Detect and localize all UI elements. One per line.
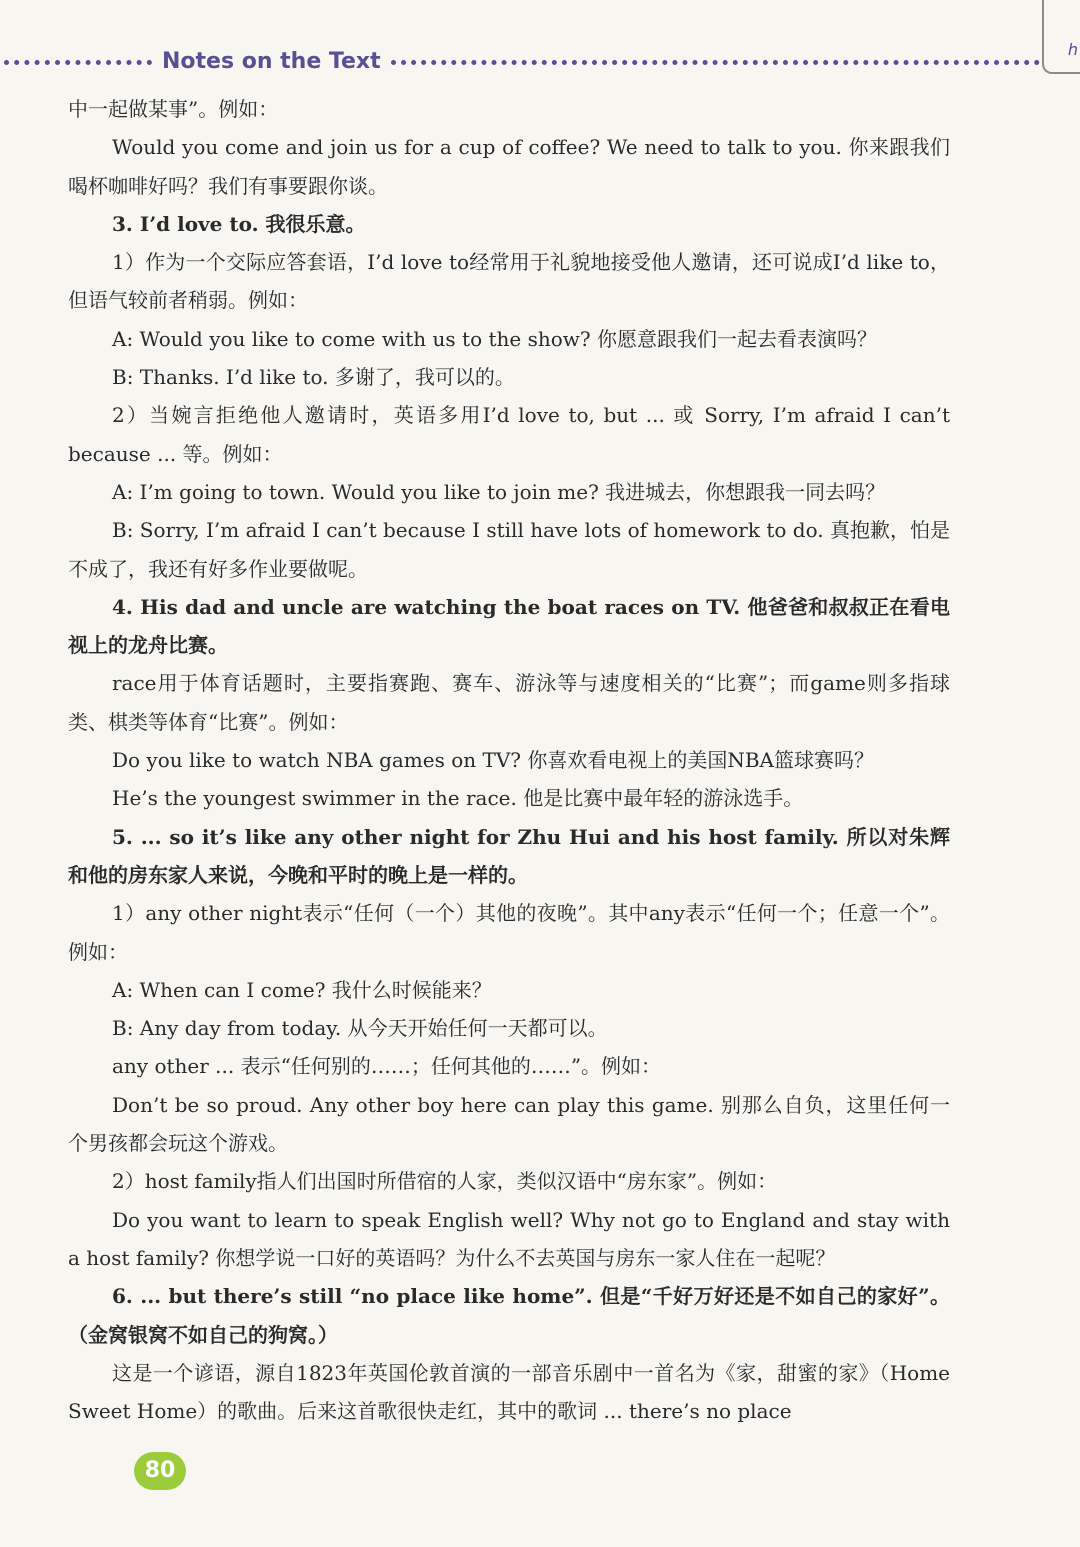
- example-line: B: Any day from today. 从今天开始任何一天都可以。: [112, 1016, 608, 1041]
- note-heading: 5. ... so it’s like any other night for Zhu Hui and his host family. 所以对朱辉和他的房东家人来说，今晚和平时的晚上是一样的。: [68, 824, 950, 887]
- note-heading: 4. His dad and uncle are watching the boat races on TV. 他爸爸和叔叔正在看电视上的龙舟比赛。: [68, 594, 950, 658]
- example-line: He’s the youngest swimmer in the race. 他是比赛中最年轻的游泳选手。: [112, 786, 804, 811]
- example-line: B: Thanks. I’d like to. 多谢了，我可以的。: [112, 365, 515, 390]
- section-header: [0, 46, 1060, 76]
- text-line: 这是一个谚语，源自1823年英国伦敦首演的一部音乐剧中一首名为《家，甜蜜的家》（Home Sweet Home）的歌曲。后来这首歌很快走红，其中的歌词 ... there’s no place: [68, 1360, 950, 1424]
- text-line: 1）作为一个交际应答套语，I’d love to经常用于礼貌地接受他人邀请，还可说成I’d like to，但语气较前者稍弱。例如：: [68, 250, 950, 313]
- text-line: 1）any other night表示“任何（一个）其他的夜晚”。其中any表示“任何一个；任意一个”。例如：: [68, 901, 950, 964]
- example-line: Would you come and join us for a cup of coffee? We need to talk to you. 你来跟我们喝杯咖啡好吗？我们有事要跟你谈。: [68, 135, 950, 198]
- example-line: A: When can I come? 我什么时候能来？: [112, 977, 492, 1002]
- page-number-badge: 80: [134, 1452, 186, 1490]
- text-line: any other ... 表示“任何别的……；任何其他的……”。例如：: [112, 1054, 662, 1079]
- example-line: Do you like to watch NBA games on TV? 你喜欢看电视上的美国NBA篮球赛吗？: [112, 748, 875, 773]
- text-line: race用于体育话题时，主要指赛跑、赛车、游泳等与速度相关的“比赛”；而game则多指球类、棋类等体育“比赛”。例如：: [68, 671, 950, 734]
- example-line: B: Sorry, I’m afraid I can’t because I still have lots of homework to do. 真抱歉，怕是不成了，我还有好多作业要做呢。: [68, 518, 950, 581]
- note-heading: 3. I’d love to. 我很乐意。: [112, 211, 366, 236]
- example-line: A: Would you like to come with us to the show? 你愿意跟我们一起去看表演吗？: [112, 326, 877, 351]
- header-dots-right: [391, 60, 1060, 65]
- header-title: Notes on the Text: [162, 48, 381, 74]
- example-line: A: I’m going to town. Would you like to join me? 我进城去，你想跟我一同去吗？: [112, 479, 886, 504]
- example-line: Do you want to learn to speak English well? Why not go to England and stay with a host family? 你想学说一口好的英语吗？为什么不去英国与房东一家人住在一起呢？: [68, 1207, 950, 1270]
- text-line: 2）host family指人们出国时所借宿的人家，类似汉语中“房东家”。例如：: [112, 1169, 778, 1194]
- example-line: Don’t be so proud. Any other boy here can play this game. 别那么自负，这里任何一个男孩都会玩这个游戏。: [68, 1092, 950, 1156]
- header-dots-left: [4, 60, 152, 65]
- note-heading: 6. ... but there’s still “no place like home”. 但是“千好万好还是不如自己的家好”。（金窝银窝不如自己的狗窝。）: [68, 1284, 950, 1347]
- page-tab-letter: h: [1067, 40, 1078, 59]
- page-tab: [1042, 0, 1080, 74]
- text-line: 中一起做某事”。例如：: [68, 97, 279, 121]
- text-line: 2）当婉言拒绝他人邀请时，英语多用I’d love to, but ... 或 Sorry, I’m afraid I can’t because ... 等。例如：: [68, 403, 950, 466]
- notes-body: [68, 90, 950, 1430]
